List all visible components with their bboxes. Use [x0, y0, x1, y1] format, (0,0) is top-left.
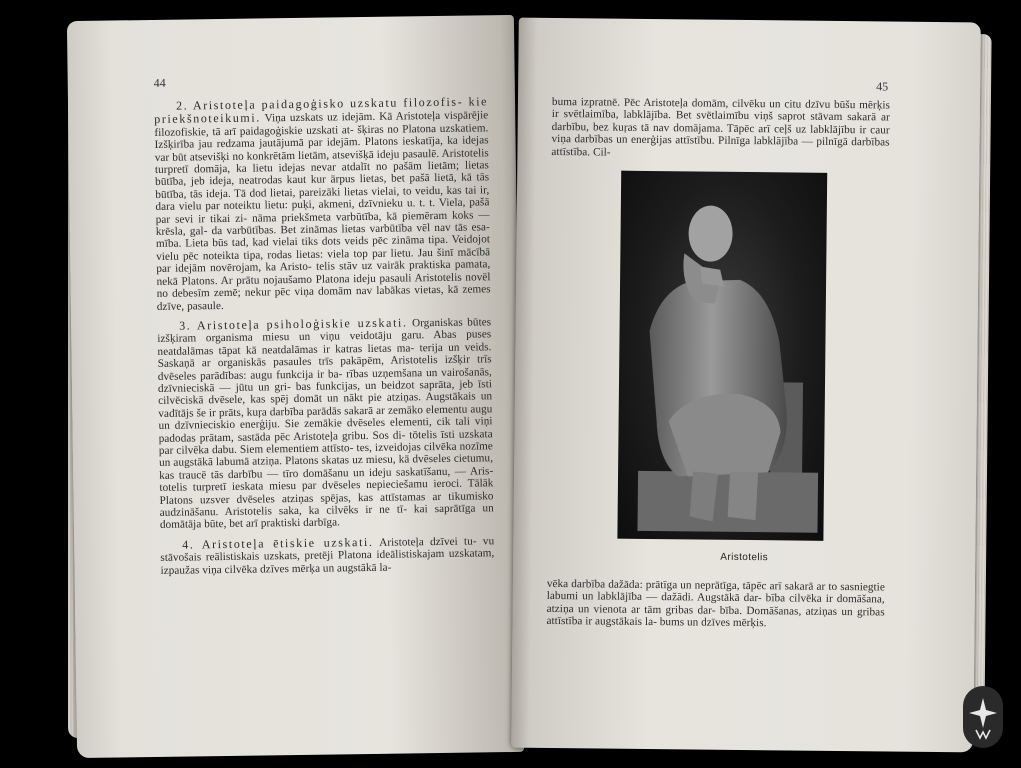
page-number-right: 45	[876, 79, 889, 94]
paragraph-2-heading: 2. Aristoteļa paidagoģisko uzskatu filozofis- kie priekšnoteikumi.	[154, 94, 489, 127]
paragraph-4-body: Aristoteļa dzīvei tu- vu stāvošais reālistiskais uzskats, pretēji Platona ideālistiskajam uzskatam, izpaužas viņa cilvēka dzīves mērķa un augstākā la-	[160, 535, 495, 577]
left-page	[67, 15, 524, 758]
right-page-bottom-text: vēka darbība dažāda: prātīga un neprātīga, tāpēc arī sakarā ar to sasniegtie labumi un labklājība — dažādi. Augstākā dar- bība cilvēka ir domāšana, atziņa un vienota ar tām gribas dar- bība. Domāšanas, atziņas un gribas attīstība ir augstākais la- bums un dzīves mērķis.	[546, 577, 885, 630]
paragraph-3	[157, 315, 494, 532]
page-number-left: 44	[153, 75, 166, 90]
right-page-top-text: buma izpratnē. Pēc Aristoteļa domām, cilvēku un citu dzīvu būšu mērķis ir svētlaimība, labklājība. Bet svētlaimību viņš saprot stāvam sakarā ar darbību, bez kuŗas tā nav domājama. Tāpēc arī ceļš uz labklājību ir caur viņa darbības un enerģijas attīstību. Pilnīga labklājība — pilnīgā darbības attīstība. Cil-	[551, 95, 890, 159]
paragraph-4	[160, 534, 495, 577]
right-page	[511, 18, 981, 753]
paragraph-3-heading: 3. Aristoteļa psiholoģiskie uzskati.	[179, 315, 408, 333]
paragraph-4-heading: 4. Aristoteļa ētiskie uzskati.	[182, 534, 374, 552]
statue-illustration	[617, 171, 827, 541]
paragraph-2-body: Viņa uzskats uz idejām. Kā Aristoteļa vispārējie filozofiskie, tā arī paidagoģiskie uzskati at- šķiras no Platona uzskatiem. Izšķirība jau redzama jautājumā par idejām. Platons ieskatīja, ka idejas var būt atsevišķi no konkrētām lietām, atsevišķā ideju pasaulē. Aristotelis turpretī domāja, ka lietu idejas nevar atdalīt no pašām lietām; lietas būtība, jeb ideja, neatrodas kaut kur ārpus lietas, bet pašā lietā, kā tās būtība, tās ideja. Tā dod lietai, pareizāki lietas vielai, to veidu, kas tai ir, dara vielu par noteiktu lietu: puķi, akmeni, dzīvnieku u. t. t. Viela, pašā par sevi ir tikai zi- nāma priekšmeta varbūtība, kā piemēram koks — krēsla, gal- da varbūtības. Bet zināmas lietas varbūtība vēl nav tās esa- mība. Lieta būs tad, kad vielai tiks dots veids pēc zināma tipa. Veidojot vielu pēc noteikta tipa, rodas lietas: viela top par lietu. Jau šinī mācībā par idejām novērojam, ka Aristo- telis stāv uz vairāk praktiska pamata, nekā Platons. Ar prātu nojaušamo Platona ideju pasauli Aristotelis novēl no debesīm zemē; nekur pēc viņa domām nav labākas vietas, kā zemes dzīve, pasaule.	[154, 109, 491, 313]
figure-caption: Aristotelis	[720, 551, 769, 564]
left-page-text	[154, 95, 495, 577]
star-logo-icon	[963, 686, 1003, 748]
paragraph-2	[154, 95, 491, 313]
paragraph-3-body: Organiskas būtes izšķiram organisma miesu un viņu veidotāju garu. Abas puses neatdalāmas tāpat kā neatdalāmas ir katras lietas ma- terija un veids. Saskaņā ar organiskās pasaules trīs pakāpēm, Aristotelis izšķir trīs dvēseles parādības: augu funkcija ir ba- rības uzņemšana un vairošanās, dzīvnieciskā — jūtu un gri- bas funkcijas, un beidzot saprāta, jeb īsti cilvēciskā dvēsele, kas spēj domāt un nākt pie atziņas. Augstākais un vadītājs še ir prāts, kuŗa darbība parādās sakarā ar zemāko elementu augu un dzīvnieciskio enerģiju. Sie zemākie dvēseles elementi, cik tali viņi padodas prātam, sastāda pēc Aristoteļa gribu. Sos di- tōtelis īsti uzskata par cilvēka dabu. Siem elementiem attīsto- tes, izveidojas cilvēka nozīme un augstākā labumā atziņa. Platons skatas uz miesu, kā dvēseles cietumu, kas traucē tās darbību — tīro domāšanu un ideju saskatīšanu, — Aris- totelis turpretī ieskata miesu par dvēseles nepieciešamu ieroci. Tālāk Platons uzsver dvēseles atziņas spējas, kas attīstamas ar tikumisko audzināšanu. Aristotelis saka, ka cilvēks ir ne tī- kai saprātīga un domātāja būte, bet arī praktiski darbīga.	[157, 316, 494, 532]
watermark-badge	[963, 686, 1003, 748]
aristotle-statue-photo	[617, 171, 827, 541]
